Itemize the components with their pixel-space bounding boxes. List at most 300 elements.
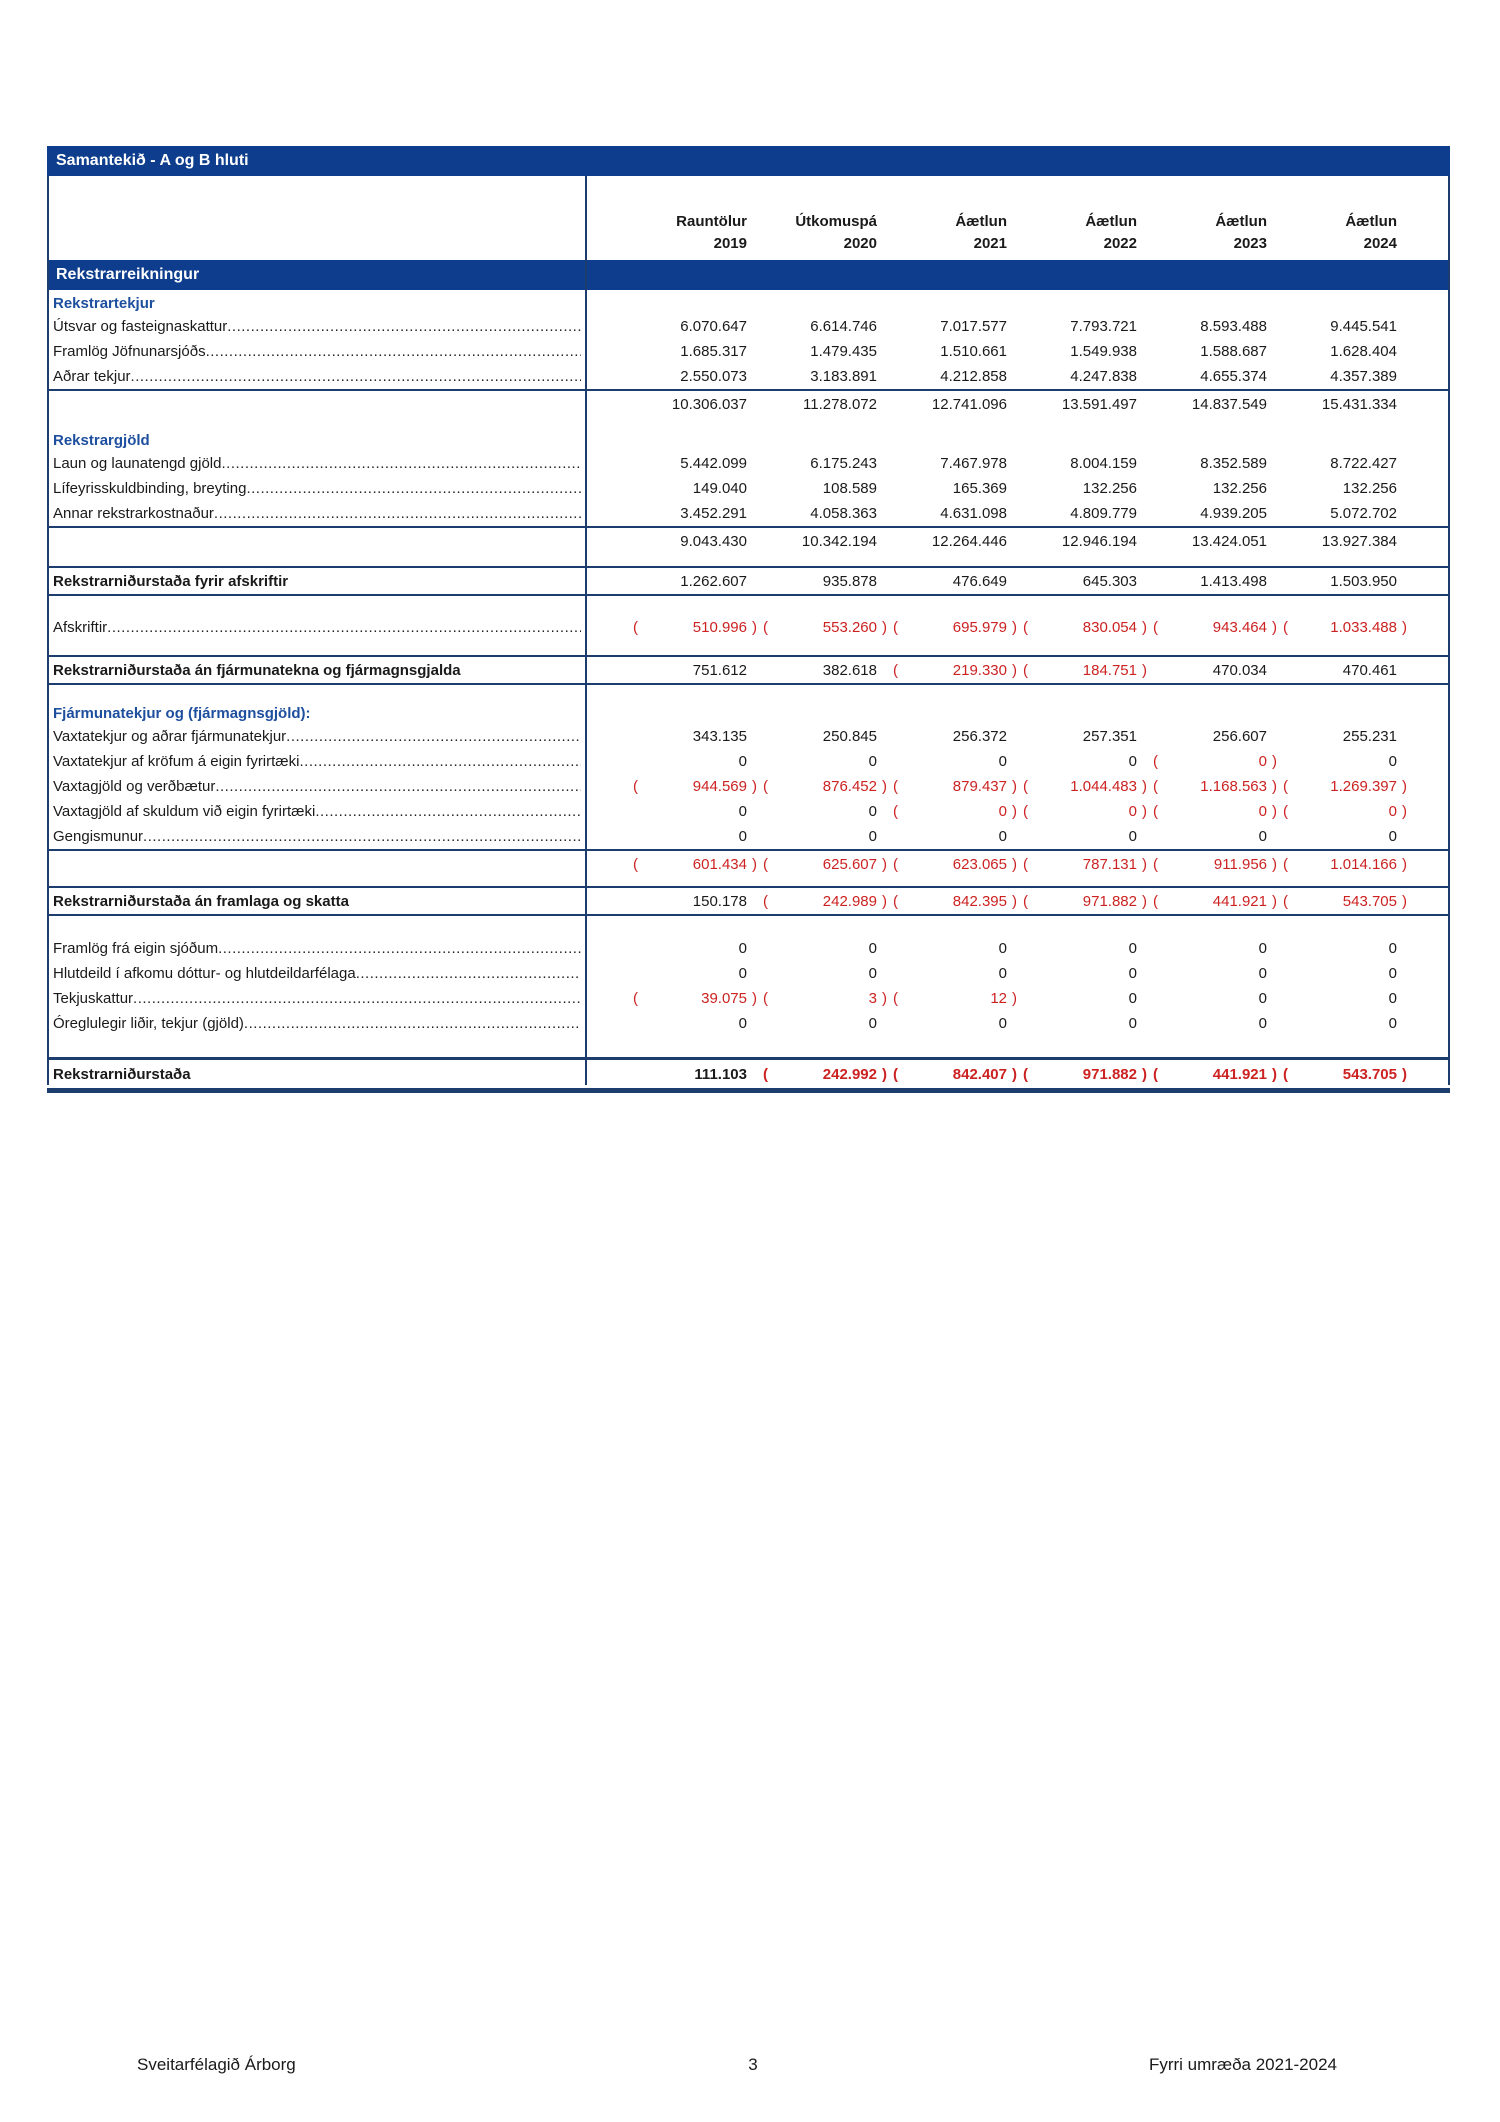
value-cell-2019 xyxy=(633,476,763,501)
value-cell-2021 xyxy=(893,451,1023,476)
value-cell-2022 xyxy=(1023,364,1153,389)
row-label-text: Aðrar tekjur xyxy=(53,368,131,385)
paren-close: ) xyxy=(1272,855,1277,873)
paren-open: ( xyxy=(1023,661,1028,679)
row-label-text: Vaxtagjöld og verðbætur xyxy=(53,778,216,795)
dotted-leader xyxy=(222,451,582,476)
value-cell-2020 xyxy=(763,314,893,339)
value-cell-2023 xyxy=(1153,339,1283,364)
value-number: 1.588.687 xyxy=(1200,343,1267,360)
value-cell-2022 xyxy=(1023,451,1153,476)
value-cell-2019 xyxy=(633,657,763,683)
value-cell-2024 xyxy=(1283,888,1413,914)
value-number: 4.058.363 xyxy=(810,505,877,522)
value-cell-2023 xyxy=(1153,851,1283,877)
value-number: 0 xyxy=(1128,965,1137,982)
value-cell-2021 xyxy=(893,339,1023,364)
paren-open: ( xyxy=(1153,803,1158,820)
value-number: 0 xyxy=(1258,803,1267,820)
column-header-year-2023: 2023 xyxy=(1233,235,1267,252)
value-cell-2019 xyxy=(633,774,763,799)
value-number: 470.034 xyxy=(1212,661,1267,679)
row-label-text: Framlög frá eigin sjóðum xyxy=(53,940,219,957)
value-number: 132.256 xyxy=(1212,480,1267,497)
result-row-label xyxy=(47,528,585,554)
paren-close: ) xyxy=(1012,619,1017,636)
paren-open: ( xyxy=(893,619,898,636)
value-cell-2023 xyxy=(1153,1011,1283,1036)
row-values xyxy=(585,568,1450,594)
row-values xyxy=(585,657,1450,683)
value-number: 553.260 xyxy=(822,619,877,636)
value-number: 543.705 xyxy=(1342,892,1397,910)
value-cell-2020 xyxy=(763,501,893,526)
value-number: 645.303 xyxy=(1082,572,1137,590)
column-header-years-row xyxy=(47,233,1450,255)
paren-close: ) xyxy=(882,1065,887,1083)
column-header-year-2021: 2021 xyxy=(973,235,1007,252)
boxed-row xyxy=(47,655,1450,685)
paren-open: ( xyxy=(1153,855,1158,873)
value-cell-2024 xyxy=(1283,501,1413,526)
table-row xyxy=(47,314,1450,339)
value-cell-2019 xyxy=(633,451,763,476)
table-row xyxy=(47,364,1450,389)
value-number: 787.131 xyxy=(1082,855,1137,873)
paren-close: ) xyxy=(1142,778,1147,795)
value-cell-2021 xyxy=(893,1060,1023,1088)
value-cell-2024 xyxy=(1283,615,1413,640)
value-cell-2019 xyxy=(633,1011,763,1036)
value-number: 971.882 xyxy=(1082,892,1137,910)
paren-close: ) xyxy=(1142,619,1147,636)
table-row xyxy=(47,451,1450,476)
paren-open: ( xyxy=(893,855,898,873)
value-cell-2024 xyxy=(1283,774,1413,799)
row-label-text: Annar rekstrarkostnaður xyxy=(53,505,214,522)
value-cell-2020 xyxy=(763,986,893,1011)
value-number: 0 xyxy=(738,828,747,845)
value-cell-2023 xyxy=(1153,568,1283,594)
value-number: 935.878 xyxy=(822,572,877,590)
value-number: 10.306.037 xyxy=(671,395,747,413)
paren-open: ( xyxy=(633,855,638,873)
table-body xyxy=(47,292,1450,1093)
paren-open: ( xyxy=(763,1065,768,1083)
value-number: 108.589 xyxy=(822,480,877,497)
value-cell-2024 xyxy=(1283,749,1413,774)
table-title: Samantekið - A og B hluti xyxy=(56,152,249,169)
paren-close: ) xyxy=(1402,619,1407,636)
value-cell-2020 xyxy=(763,657,893,683)
value-cell-2022 xyxy=(1023,749,1153,774)
column-header-label-2020: Útkomuspá xyxy=(795,213,877,230)
value-number: 0 xyxy=(1258,1015,1267,1032)
value-cell-2022 xyxy=(1023,1060,1153,1088)
value-cell-2023 xyxy=(1153,1060,1283,1088)
paren-close: ) xyxy=(1012,855,1017,873)
value-cell-2019 xyxy=(633,824,763,849)
value-number: 0 xyxy=(868,828,877,845)
paren-close: ) xyxy=(1012,892,1017,910)
section-row xyxy=(47,292,1450,314)
table-row xyxy=(47,615,1450,640)
value-cell-2023 xyxy=(1153,528,1283,554)
value-number: 0 xyxy=(1388,965,1397,982)
value-cell-2019 xyxy=(633,528,763,554)
label-numbers-divider xyxy=(585,176,587,1085)
value-cell-2021 xyxy=(893,749,1023,774)
value-cell-2023 xyxy=(1153,961,1283,986)
paren-close: ) xyxy=(1272,892,1277,910)
value-cell-2024 xyxy=(1283,528,1413,554)
value-cell-2023 xyxy=(1153,724,1283,749)
result-row-label xyxy=(47,1060,585,1088)
value-cell-2024 xyxy=(1283,936,1413,961)
value-cell-2022 xyxy=(1023,961,1153,986)
paren-close: ) xyxy=(1272,1065,1277,1083)
value-cell-2024 xyxy=(1283,986,1413,1011)
value-cell-2022 xyxy=(1023,936,1153,961)
value-cell-2021 xyxy=(893,936,1023,961)
value-number: 0 xyxy=(998,965,1007,982)
row-values xyxy=(585,799,1450,824)
dotted-leader xyxy=(286,724,581,749)
value-number: 695.979 xyxy=(952,619,1007,636)
paren-close: ) xyxy=(752,619,757,636)
value-number: 1.168.563 xyxy=(1200,778,1267,795)
value-number: 0 xyxy=(1388,828,1397,845)
value-number: 0 xyxy=(1388,990,1397,1007)
value-number: 543.705 xyxy=(1342,1065,1397,1083)
paren-open: ( xyxy=(1153,753,1158,770)
value-cell-2019 xyxy=(633,851,763,877)
value-number: 3.183.891 xyxy=(810,368,877,385)
value-number: 0 xyxy=(1388,753,1397,770)
row-values xyxy=(585,314,1450,339)
value-number: 0 xyxy=(1258,965,1267,982)
value-cell-2024 xyxy=(1283,568,1413,594)
paren-close: ) xyxy=(1012,990,1017,1007)
paren-close: ) xyxy=(1402,778,1407,795)
value-cell-2022 xyxy=(1023,799,1153,824)
value-number: 4.357.389 xyxy=(1330,368,1397,385)
row-label xyxy=(47,615,585,640)
value-number: 0 xyxy=(1388,940,1397,957)
value-cell-2021 xyxy=(893,391,1023,417)
value-number: 1.033.488 xyxy=(1330,619,1397,636)
value-cell-2021 xyxy=(893,528,1023,554)
paren-open: ( xyxy=(763,855,768,873)
row-label xyxy=(47,824,585,849)
value-number: 165.369 xyxy=(952,480,1007,497)
row-label-text: Lífeyrisskuldbinding, breyting xyxy=(53,480,247,497)
value-number: 12.946.194 xyxy=(1061,532,1137,550)
dotted-leader xyxy=(214,501,581,526)
financial-summary-table xyxy=(47,146,1450,1093)
table-title-bar xyxy=(47,146,1450,176)
value-cell-2022 xyxy=(1023,724,1153,749)
column-header-label-2022: Áætlun xyxy=(1085,213,1137,230)
dotted-leader xyxy=(315,799,581,824)
value-cell-2022 xyxy=(1023,501,1153,526)
row-label xyxy=(47,774,585,799)
value-cell-2022 xyxy=(1023,314,1153,339)
value-number: 8.722.427 xyxy=(1330,455,1397,472)
row-label xyxy=(47,936,585,961)
section-label-text: Rekstrartekjur xyxy=(53,294,155,312)
value-number: 830.054 xyxy=(1082,619,1137,636)
paren-open: ( xyxy=(1153,778,1158,795)
paren-open: ( xyxy=(1283,855,1288,873)
value-cell-2020 xyxy=(763,615,893,640)
value-cell-2021 xyxy=(893,314,1023,339)
table-left-border xyxy=(47,176,49,1085)
value-cell-2024 xyxy=(1283,961,1413,986)
value-cell-2022 xyxy=(1023,851,1153,877)
value-number: 11.278.072 xyxy=(803,395,877,413)
dotted-leader xyxy=(244,1011,581,1036)
value-number: 7.017.577 xyxy=(940,318,1007,335)
value-number: 256.607 xyxy=(1212,728,1267,745)
value-cell-2021 xyxy=(893,568,1023,594)
row-label-text: Framlög Jöfnunarsjóðs xyxy=(53,343,206,360)
paren-open: ( xyxy=(1153,1065,1158,1083)
footer-organization: Sveitarfélagið Árborg xyxy=(137,2055,296,2074)
paren-open: ( xyxy=(1023,803,1028,820)
value-cell-2020 xyxy=(763,1011,893,1036)
value-cell-2020 xyxy=(763,961,893,986)
paren-open: ( xyxy=(893,803,898,820)
value-cell-2020 xyxy=(763,476,893,501)
value-number: 13.927.384 xyxy=(1321,532,1397,550)
row-label xyxy=(47,799,585,824)
row-values xyxy=(585,986,1450,1011)
value-cell-2024 xyxy=(1283,391,1413,417)
paren-close: ) xyxy=(882,855,887,873)
section-label-text: Fjármunatekjur og (fjármagnsgjöld): xyxy=(53,704,311,722)
paren-open: ( xyxy=(1023,619,1028,636)
value-number: 1.262.607 xyxy=(680,572,747,590)
section-label-text: Rekstrargjöld xyxy=(53,431,150,449)
value-cell-2024 xyxy=(1283,724,1413,749)
value-number: 219.330 xyxy=(952,661,1007,679)
paren-open: ( xyxy=(893,778,898,795)
column-header-years xyxy=(585,233,1450,255)
subtotal-row xyxy=(47,849,1450,877)
value-number: 10.342.194 xyxy=(801,532,877,550)
paren-close: ) xyxy=(1142,803,1147,820)
value-cell-2022 xyxy=(1023,657,1153,683)
value-number: 111.103 xyxy=(694,1065,747,1083)
row-values xyxy=(585,961,1450,986)
value-number: 12.264.446 xyxy=(931,532,1007,550)
paren-close: ) xyxy=(1012,661,1017,679)
value-cell-2023 xyxy=(1153,936,1283,961)
paren-close: ) xyxy=(1142,892,1147,910)
value-number: 250.845 xyxy=(822,728,877,745)
table-row xyxy=(47,1011,1450,1036)
row-label xyxy=(47,986,585,1011)
value-cell-2023 xyxy=(1153,657,1283,683)
value-number: 4.939.205 xyxy=(1200,505,1267,522)
value-cell-2020 xyxy=(763,774,893,799)
statement-section-bar xyxy=(47,260,1450,290)
column-header-labels xyxy=(585,211,1450,233)
value-cell-2024 xyxy=(1283,451,1413,476)
result-row-label xyxy=(47,888,585,914)
value-cell-2023 xyxy=(1153,986,1283,1011)
value-cell-2019 xyxy=(633,749,763,774)
value-number: 8.352.589 xyxy=(1200,455,1267,472)
value-cell-2019 xyxy=(633,339,763,364)
paren-open: ( xyxy=(1023,778,1028,795)
paren-open: ( xyxy=(763,619,768,636)
value-number: 510.996 xyxy=(692,619,747,636)
value-cell-2021 xyxy=(893,799,1023,824)
table-row xyxy=(47,961,1450,986)
value-cell-2019 xyxy=(633,568,763,594)
value-number: 132.256 xyxy=(1342,480,1397,497)
value-cell-2022 xyxy=(1023,774,1153,799)
value-cell-2024 xyxy=(1283,314,1413,339)
value-cell-2022 xyxy=(1023,568,1153,594)
row-values xyxy=(585,501,1450,526)
value-cell-2021 xyxy=(893,1011,1023,1036)
value-number: 343.135 xyxy=(692,728,747,745)
column-header-label-2024: Áætlun xyxy=(1345,213,1397,230)
table-row xyxy=(47,749,1450,774)
value-number: 5.072.702 xyxy=(1330,505,1397,522)
subtotal-row xyxy=(47,526,1450,554)
paren-close: ) xyxy=(1012,803,1017,820)
value-cell-2024 xyxy=(1283,1060,1413,1088)
value-number: 1.044.483 xyxy=(1070,778,1137,795)
value-number: 255.231 xyxy=(1342,728,1397,745)
column-header-spacer xyxy=(47,211,585,233)
value-cell-2019 xyxy=(633,936,763,961)
value-number: 1.628.404 xyxy=(1330,343,1397,360)
table-row xyxy=(47,986,1450,1011)
paren-open: ( xyxy=(1283,778,1288,795)
value-cell-2019 xyxy=(633,724,763,749)
value-cell-2020 xyxy=(763,391,893,417)
value-cell-2019 xyxy=(633,1060,763,1088)
result-row-label-text: Rekstrarniðurstaða án fjármunatekna og fjármagnsgjalda xyxy=(53,661,461,679)
value-number: 149.040 xyxy=(692,480,747,497)
value-number: 0 xyxy=(738,753,747,770)
value-cell-2022 xyxy=(1023,476,1153,501)
value-number: 0 xyxy=(868,753,877,770)
value-number: 5.442.099 xyxy=(680,455,747,472)
value-number: 4.809.779 xyxy=(1070,505,1137,522)
table-row xyxy=(47,774,1450,799)
value-cell-2023 xyxy=(1153,615,1283,640)
table-row xyxy=(47,476,1450,501)
value-number: 0 xyxy=(1128,1015,1137,1032)
dotted-leader xyxy=(107,615,581,640)
value-cell-2019 xyxy=(633,888,763,914)
row-values xyxy=(585,936,1450,961)
row-label-text: Laun og launatengd gjöld xyxy=(53,455,222,472)
column-headers xyxy=(47,176,1450,260)
value-number: 1.503.950 xyxy=(1330,572,1397,590)
value-number: 14.837.549 xyxy=(1191,395,1267,413)
paren-open: ( xyxy=(1153,892,1158,910)
value-cell-2019 xyxy=(633,986,763,1011)
row-label xyxy=(47,476,585,501)
value-cell-2019 xyxy=(633,501,763,526)
value-cell-2023 xyxy=(1153,824,1283,849)
value-cell-2023 xyxy=(1153,888,1283,914)
value-cell-2020 xyxy=(763,824,893,849)
dotted-leader xyxy=(299,749,581,774)
value-cell-2021 xyxy=(893,501,1023,526)
final-row xyxy=(47,1057,1450,1093)
paren-close: ) xyxy=(1272,753,1277,770)
column-header-year-2020: 2020 xyxy=(843,235,877,252)
paren-open: ( xyxy=(1283,619,1288,636)
value-cell-2021 xyxy=(893,364,1023,389)
row-label xyxy=(47,314,585,339)
value-number: 625.607 xyxy=(822,855,877,873)
value-number: 879.437 xyxy=(952,778,1007,795)
paren-close: ) xyxy=(752,855,757,873)
paren-open: ( xyxy=(763,990,768,1007)
value-number: 15.431.334 xyxy=(1321,395,1397,413)
subtotal-row xyxy=(47,389,1450,417)
value-cell-2019 xyxy=(633,364,763,389)
value-number: 39.075 xyxy=(701,990,747,1007)
value-number: 184.751 xyxy=(1082,661,1137,679)
value-number: 0 xyxy=(1128,828,1137,845)
row-values xyxy=(585,615,1450,640)
column-header-spacer xyxy=(47,233,585,255)
value-number: 0 xyxy=(998,753,1007,770)
value-number: 0 xyxy=(1128,753,1137,770)
value-number: 7.467.978 xyxy=(940,455,1007,472)
value-cell-2022 xyxy=(1023,339,1153,364)
value-cell-2021 xyxy=(893,724,1023,749)
section-label xyxy=(47,295,585,312)
value-cell-2022 xyxy=(1023,1011,1153,1036)
row-values xyxy=(585,451,1450,476)
value-number: 0 xyxy=(868,965,877,982)
value-number: 0 xyxy=(738,940,747,957)
value-number: 3.452.291 xyxy=(680,505,747,522)
row-label xyxy=(47,364,585,389)
value-number: 1.510.661 xyxy=(940,343,1007,360)
paren-close: ) xyxy=(752,778,757,795)
row-values xyxy=(585,391,1450,417)
dotted-leader xyxy=(218,936,581,961)
value-cell-2020 xyxy=(763,568,893,594)
value-number: 842.395 xyxy=(952,892,1007,910)
value-cell-2024 xyxy=(1283,657,1413,683)
value-cell-2023 xyxy=(1153,391,1283,417)
value-cell-2020 xyxy=(763,936,893,961)
value-number: 751.612 xyxy=(692,661,747,679)
value-number: 441.921 xyxy=(1212,1065,1267,1083)
result-row-label xyxy=(47,657,585,683)
paren-close: ) xyxy=(1402,803,1407,820)
result-row-label-text: Rekstrarniðurstaða xyxy=(53,1065,191,1083)
value-cell-2022 xyxy=(1023,824,1153,849)
value-number: 1.479.435 xyxy=(810,343,877,360)
value-number: 9.043.430 xyxy=(680,532,747,550)
value-number: 0 xyxy=(868,803,877,820)
value-number: 911.956 xyxy=(1213,855,1267,873)
